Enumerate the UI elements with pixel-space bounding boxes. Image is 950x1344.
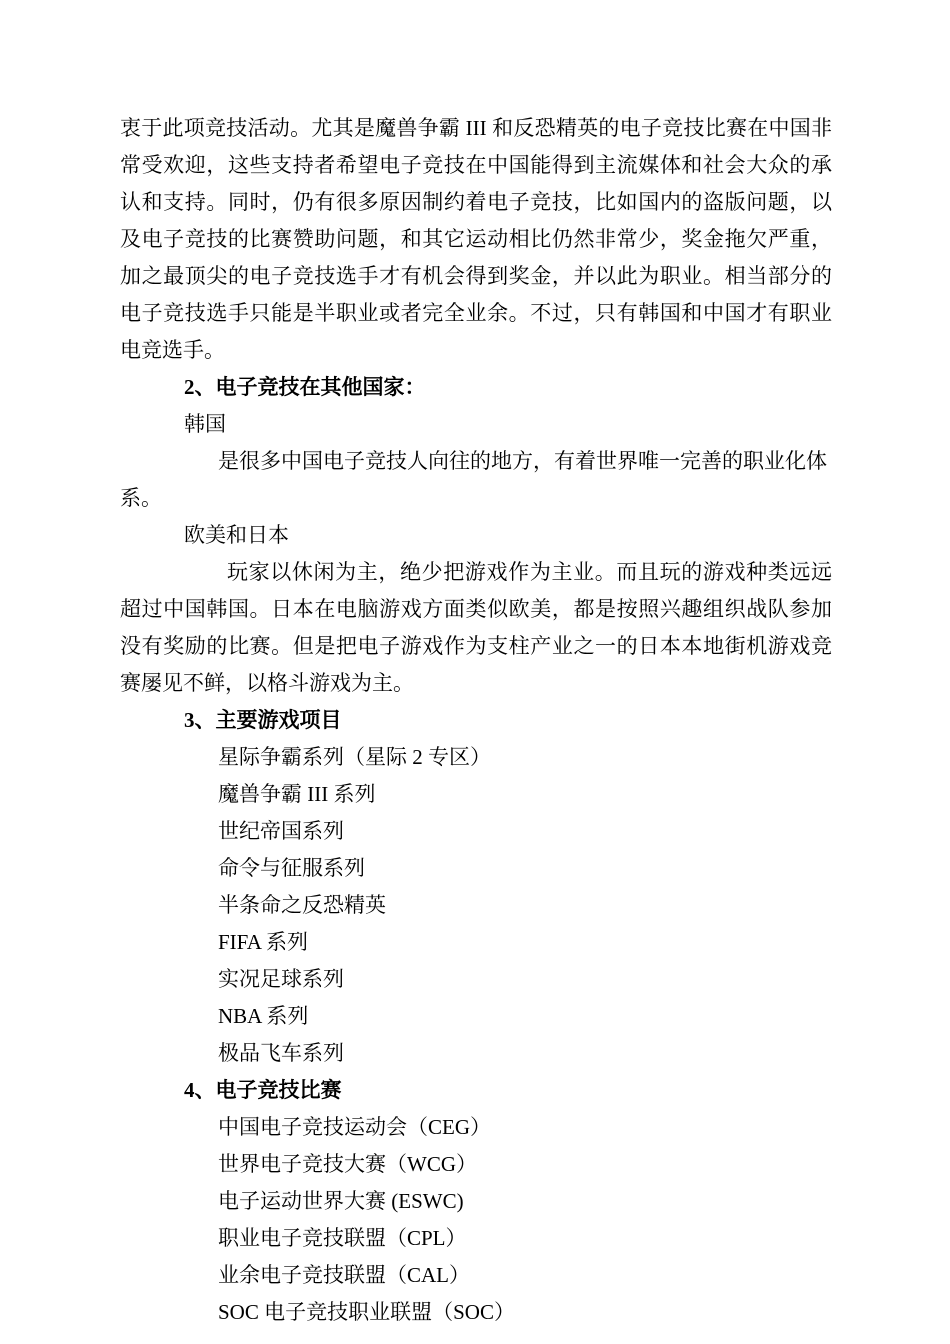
section-2-korea-text: 是很多中国电子竞技人向往的地方，有着世界唯一完善的职业化体系。 <box>120 449 827 510</box>
list-item: NBA 系列 <box>218 1004 309 1028</box>
list-item: 职业电子竞技联盟（CPL） <box>218 1226 467 1250</box>
section-3-heading: 3、主要游戏项目 <box>184 708 342 732</box>
paragraph-continuation: 衷于此项竞技活动。尤其是魔兽争霸 III 和反恐精英的电子竞技比赛在中国非常受欢迎，这些支持者希望电子竞技在中国能得到主流媒体和社会大众的承认和支持。同时，仍有很多原因制约着电子竞技，比如国内的盗版问题，以及电子竞技的比赛赞助问题，和其它运动相比仍然非常少，奖金拖欠严重，加之最顶尖的电子竞技选手才有机会得到奖金，并以此为职业。相当部分的电子竞技选手只能是半职业或者完全业余。不过，只有韩国和中国才有职业电竞选手。 <box>120 116 832 362</box>
list-item: 魔兽争霸 III 系列 <box>218 782 376 806</box>
list-item: 实况足球系列 <box>218 967 344 991</box>
list-item: 中国电子竞技运动会（CEG） <box>218 1115 491 1139</box>
section-4-heading: 4、电子竞技比赛 <box>184 1078 342 1102</box>
list-item: 业余电子竞技联盟（CAL） <box>218 1263 470 1287</box>
list-item: 半条命之反恐精英 <box>218 893 386 917</box>
section-2-heading: 2、电子竞技在其他国家： <box>184 375 426 399</box>
list-item: SOC 电子竞技职业联盟（SOC） <box>218 1300 515 1324</box>
list-item: 世纪帝国系列 <box>218 819 344 843</box>
section-2-korea-label: 韩国 <box>184 412 226 436</box>
game-title-list <box>120 739 832 1072</box>
list-item: 命令与征服系列 <box>218 856 365 880</box>
list-item: 极品飞车系列 <box>218 1041 344 1065</box>
list-item: 世界电子竞技大赛（WCG） <box>218 1152 477 1176</box>
list-item: 电子运动世界大赛 (ESWC) <box>218 1189 464 1213</box>
list-item: 星际争霸系列（星际 2 专区） <box>218 745 491 769</box>
section-2-west-text: 玩家以休闲为主，绝少把游戏作为主业。而且玩的游戏种类远远超过中国韩国。日本在电脑游戏方面类似欧美，都是按照兴趣组织战队参加没有奖励的比赛。但是把电子游戏作为支柱产业之一的日本本地街机游戏竞赛屡见不鲜，以格斗游戏为主。 <box>120 560 832 695</box>
competition-list <box>120 1109 832 1331</box>
section-2-west-label: 欧美和日本 <box>184 523 289 547</box>
list-item: FIFA 系列 <box>218 930 309 954</box>
